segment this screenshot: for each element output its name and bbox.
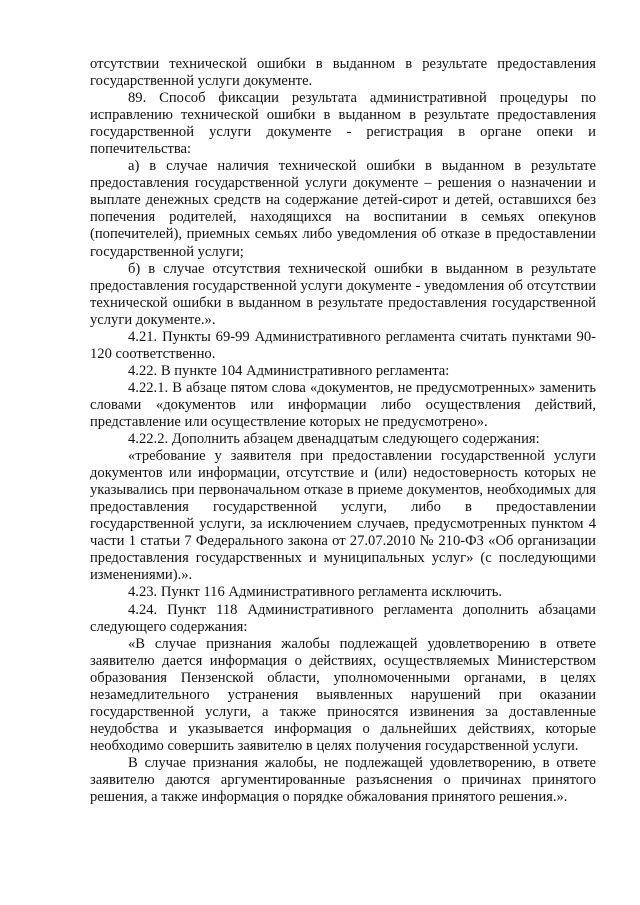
paragraph: а) в случае наличия технической ошибки в выданном в результате предоставления государственной услуги документе – решения о назначении и выплате денежных средств на содержание детей-сирот и детей, оставшихся без попечения родителей, находящихся на воспитании в семьях опекунов (попечителей), приемных семьях либо уведомления об отказе в предоставлении государственной услуги; <box>90 158 596 260</box>
paragraph: «В случае признания жалобы подлежащей удовлетворению в ответе заявителю дается информация о действиях, осуществляемых Министерством образования Пензенской области, уполномоченными органами, в целях незамедлительного устранения выявленных нарушений при оказании государственной услуги, а также приносятся извинения за доставленные неудобства и указывается информация о дальнейших действиях, которые необходимо совершить заявителю в целях получения государственной услуги. <box>90 635 596 754</box>
paragraph: 4.23. Пункт 116 Административного регламента исключить. <box>128 584 503 601</box>
paragraph: 89. Способ фиксации результата административной процедуры по исправлению технической ошибки в выданном в результате предоставления государственной услуги документе - регистрация в органе опеки и попечительства: <box>90 90 596 158</box>
document-page <box>90 56 596 806</box>
paragraph: 4.22. В пункте 104 Административного регламента: <box>128 362 450 379</box>
paragraph: «требование у заявителя при предоставлении государственной услуги документов или информации, отсутствие и (или) недостоверность которых не указывались при первоначальном отказе в приеме документов, необходимых для предоставления государственной услуги, либо в предоставлении государственной услуги, за исключением случаев, предусмотренных пунктом 4 части 1 статьи 7 Федерального закона от 27.07.2010 № 210-ФЗ «Об организации предоставления государственных и муниципальных услуг» (с последующими изменениями).». <box>90 448 596 584</box>
paragraph: отсутствии технической ошибки в выданном в результате предоставления государственной услуги документе. <box>90 56 596 90</box>
paragraph: 4.24. Пункт 118 Административного регламента дополнить абзацами следующего содержания: <box>90 601 596 635</box>
paragraph: 4.21. Пункты 69-99 Административного регламента считать пунктами 90-120 соответственно. <box>90 328 596 362</box>
paragraph: 4.22.1. В абзаце пятом слова «документов, не предусмотренных» заменить словами «документов или информации либо осуществления действий, представление или осуществление которых не предусмотрено». <box>90 379 596 430</box>
paragraph: б) в случае отсутствия технической ошибки в выданном в результате предоставления государственной услуги документе - уведомления об отсутствии технической ошибки в выданном в результате предоставления государственной услуги документе.». <box>90 260 596 328</box>
paragraph: В случае признания жалобы, не подлежащей удовлетворению, в ответе заявителю даются аргументированные разъяснения о причинах принятого решения, а также информация о порядке обжалования принятого решения.». <box>90 754 596 806</box>
paragraph: 4.22.2. Дополнить абзацем двенадцатым следующего содержания: <box>128 431 540 448</box>
